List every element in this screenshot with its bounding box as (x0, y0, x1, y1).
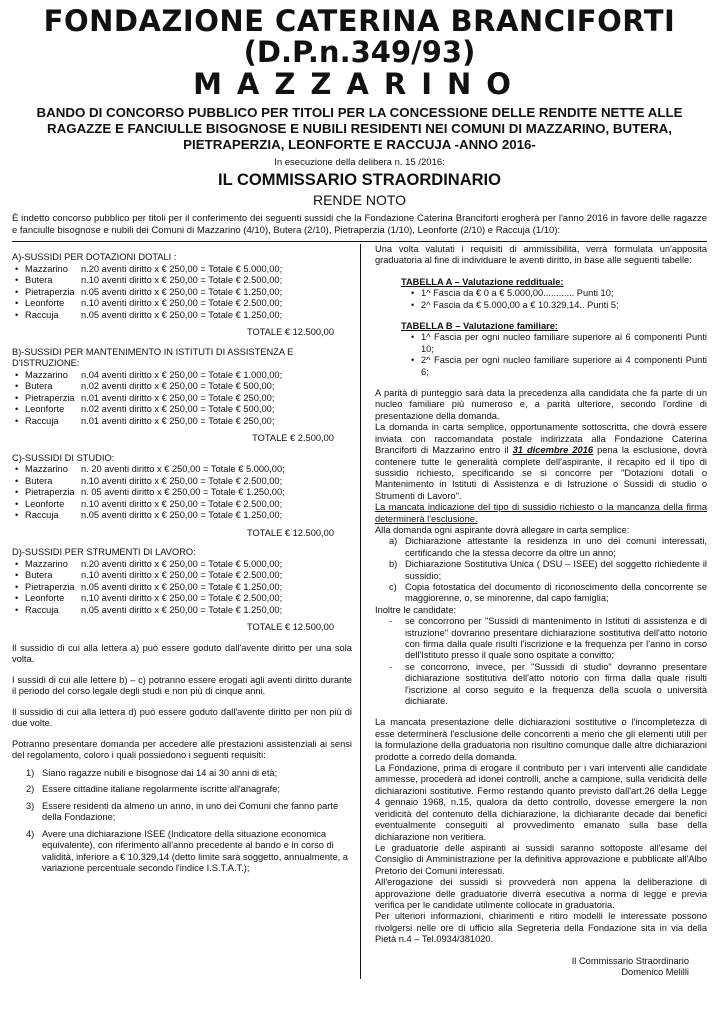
allegato-item (375, 559, 707, 582)
section-title: A)-SUSSIDI PER DOTAZIONI DOTALI : (12, 252, 177, 262)
tabella-text: 2^ Fascia da € 5.000,00 a € 10.329,14.. Punti 5; (420, 299, 619, 310)
allegato-item (375, 582, 707, 605)
comune-name: Leonforte (25, 593, 65, 603)
esclusione-warning: La mancata indicazione del tipo di sussidio richiesto o la mancanza della firma determinerà l'esclusione. (374, 502, 707, 524)
allegato-item (375, 536, 707, 559)
subsidy-row (12, 404, 352, 416)
subsidy-row (12, 416, 352, 428)
subsidy-detail: n.01 aventi diritto x € 250,00 = Totale € 250,00; (81, 392, 275, 403)
subsidy-row (12, 298, 352, 310)
inoltre-text: se concorrono per "Sussidi di mantenimento in Istituti di assistenza e di istruzione" dovranno presentare dichiarazione sostitutiva dell'atto notorio con firma dalla quale risulti l'iscrizione e la frequenza per l'anno in corso dell'Istituto presso il quale sono ospitate a convitto; (404, 616, 707, 661)
subsidy-detail: n.04 aventi diritto x € 250,00 = Totale € 1.000,00; (81, 369, 283, 380)
bullet-icon: • (15, 404, 19, 414)
tabella-item (375, 332, 707, 355)
subsidy-row (12, 570, 352, 582)
requirement-number: 2) (26, 784, 35, 794)
comune-name: Raccuja (25, 604, 59, 615)
subsidy-row (12, 487, 352, 499)
subsidy-detail: n.05 aventi diritto x € 250,00 = Totale € 1.250,00; (81, 286, 283, 297)
subsidy-row (12, 275, 352, 287)
bullet-icon: • (410, 288, 415, 299)
comune-name: Raccuja (25, 415, 59, 426)
comune-name: Mazzarino (25, 558, 68, 569)
subsidy-row (12, 264, 352, 276)
requirement-item (26, 768, 352, 780)
subsidy-detail: n.10 aventi diritto x € 250,00 = Totale € 2.500,00; (81, 570, 283, 580)
subsidy-detail: n.10 aventi diritto x € 250,00 = Totale € 2.500,00; (81, 593, 283, 603)
subsidy-detail: n. 20 aventi diritto x € 250,00 = Totale € 5.000,00; (81, 464, 285, 474)
graduatorie-paragraph: Le graduatorie delle aspiranti ai sussidi saranno sottoposte all'esame del Consiglio di Amministrazione per la definitiva approvazione e pubblicate all'Albo Pretorio dei Comuni interessati. (374, 842, 707, 876)
note-d: Il sussidio di cui alla lettera d) può essere goduto dall'avente diritto per non più di due volte. (12, 706, 352, 728)
dash-icon: - (388, 616, 393, 627)
bullet-icon: • (15, 510, 19, 520)
intro-paragraph: È indetto concorso pubblico per titoli per il conferimento dei seguenti sussidi che la Fondazione Caterina Branciforti erogherà per l'anno 2016 in favore delle ragazze e fanciulle bisognose e nubili dei Comuni di Mazzarino (4/10), Butera (2/10), Pietraperzia (1/10), Leonforte (2/10) e Raccuja (1/10): (12, 213, 707, 236)
bullet-icon: • (15, 275, 19, 285)
domanda-paragraph (375, 422, 707, 502)
comune-name: Butera (25, 381, 53, 391)
domanda-text-b: pena la esclusione, dovrà contenere tutte le generalità complete dell'aspirante, il recapito ed il tipo di sussidio richiesto, specificando se si concorre per "Dotazioni dotali o Mantenimento in Istituti di Assistenza e di Istruzione o Sussidi di studio o Strumenti di Lavoro". (374, 445, 707, 501)
requirement-text: Essere residenti da almeno un anno, in uno dei Comuni che fanno parte della Fondazione; (42, 800, 339, 822)
section-total: TOTALE € 2.500,00 (252, 433, 334, 443)
commissario-heading: IL COMMISSARIO STRAORDINARIO (218, 171, 501, 189)
subsidy-row (12, 287, 352, 299)
section-title: D)-SUSSIDI PER STRUMENTI DI LAVORO: (12, 547, 196, 557)
requirement-text: Essere cittadine italiane regolarmente iscritte all'anagrafe; (42, 784, 280, 794)
tabella-b-list (375, 332, 707, 378)
requirement-number: 1) (26, 767, 35, 778)
requirement-item (26, 801, 352, 824)
decree-number: (D.P.n.349/93) (243, 35, 476, 69)
comune-name: Pietraperzia (25, 286, 75, 297)
allegato-letter: c) (388, 581, 397, 592)
bullet-icon: • (15, 498, 19, 509)
comune-name: Butera (25, 570, 53, 580)
bullet-icon: • (15, 392, 19, 403)
subsidy-row (12, 559, 352, 571)
subsidy-row (12, 582, 352, 594)
bullet-icon: • (410, 332, 415, 343)
subsidy-detail: n.10 aventi diritto x € 250,00 = Totale € 2.500,00; (81, 298, 283, 308)
tabella-a-title: TABELLA A – Valutazione reddituale: (400, 276, 564, 287)
subsidy-row (12, 605, 352, 617)
subsidy-row (12, 499, 352, 511)
graduatoria-paragraph: Una volta valutati i requisiti di ammissibilità, verrà formulata un'apposita graduatoria al fine di individuare le aventi diritto, in base alle seguenti tabelle: (374, 244, 707, 266)
comune-name: Leonforte (25, 298, 65, 308)
allegato-letter: b) (388, 559, 398, 570)
tabella-item (375, 288, 707, 299)
tabella-a-list (375, 288, 707, 311)
inoltre-text: se concorrono, invece, per "Sussidi di studio" dovranno presentare dichiarazione sostitutiva dell'atto notorio con firma dalla quale risulti l'iscrizione al corso seguito e la frequenza della scuola o università dichiarate. (404, 661, 707, 707)
allegato-letter: a) (388, 536, 398, 547)
bullet-icon: • (15, 581, 19, 592)
subsidy-row (12, 464, 352, 476)
subsidy-detail: n.10 aventi diritto x € 250,00 = Totale € 2.500,00; (81, 275, 283, 285)
comune-name: Raccuja (25, 510, 59, 520)
inoltre-list (375, 616, 707, 707)
bullet-icon: • (15, 369, 19, 380)
subsidy-row (12, 381, 352, 393)
subsidy-row (12, 393, 352, 405)
requirement-number: 3) (26, 800, 35, 811)
comune-name: Pietraperzia (25, 487, 75, 497)
requirements-list (12, 768, 352, 875)
allegati-list (375, 536, 707, 604)
subsidy-detail: n.02 aventi diritto x € 250,00 = Totale € 500,00; (81, 404, 275, 414)
bullet-icon: • (15, 593, 19, 603)
requirement-number: 4) (26, 828, 35, 839)
subsidy-detail: n.02 aventi diritto x € 250,00 = Totale € 500,00; (81, 381, 275, 391)
esecuzione-line: In esecuzione della delibera n. 15 /2016: (274, 157, 445, 168)
section-total: TOTALE € 12.500,00 (246, 327, 334, 337)
town-name: MAZZARINO (193, 67, 526, 101)
subsidy-detail: n. 05 aventi diritto x € 250,00 = Totale € 1.250,00; (81, 487, 285, 497)
subsidy-row (12, 310, 352, 322)
section-title: B)-SUSSIDI PER MANTENIMENTO IN ISTITUTI DI ASSISTENZA E D'ISTRUZIONE: (12, 346, 294, 368)
subsidy-row (12, 370, 352, 382)
controlli-paragraph: La Fondazione, prima di erogare il contributo per i vari interventi alle candidate ammesse, procederà ad idonei controlli, anche a campione, sulla veridicità delle dichiarazioni sostitutive. Fermo restando quanto previsto dall'art.26 della Legge 4 gennaio 1968, n.15, qualora da detto controllo, dovesse emergere la non veridicità del contenuto della dichiarazione, la dichiarante decade dai benefici eventualmente conseguiti al provvedimento emanato sulla base della dichiarazione non veritiera. (374, 763, 707, 842)
inoltre-item (375, 662, 707, 708)
subsidy-sections (12, 252, 352, 634)
comune-name: Butera (25, 475, 53, 486)
subsidy-detail: n.20 aventi diritto x € 250,00 = Totale € 5.000,00; (81, 558, 283, 569)
note-bc: I sussidi di cui alle lettere b) – c) potranno essere erogati agli aventi diritto durante il periodo del corso legale degli studi e non più di cinque anni. (12, 674, 352, 696)
subsidy-row (12, 476, 352, 488)
right-column (375, 244, 707, 979)
tabella-text: 1^ Fascia da € 0 a € 5.000,00............ Punti 10; (420, 288, 614, 299)
subsidy-detail: n.05 aventi diritto x € 250,00 = Totale € 1.250,00; (81, 510, 283, 520)
bullet-icon: • (15, 487, 19, 497)
comune-name: Mazzarino (25, 369, 68, 380)
inoltre-intro: Inoltre le candidate: (374, 604, 457, 615)
bullet-icon: • (410, 299, 415, 310)
comune-name: Mazzarino (25, 263, 68, 274)
rende-noto-heading: RENDE NOTO (312, 192, 407, 208)
allegato-text: Dichiarazione Sostitutiva Unica ( DSU – ISEE) del soggetto richiedente il sussidio; (404, 559, 707, 581)
comune-name: Raccuja (25, 309, 59, 320)
subsidy-detail: n.10 aventi diritto x € 250,00 = Totale € 2.500,00; (81, 475, 283, 486)
section-title: C)-SUSSIDI DI STUDIO: (12, 452, 115, 463)
section-total: TOTALE € 12.500,00 (246, 527, 334, 538)
allegato-text: Copia fotostatica del documento di riconoscimento della concorrente se maggiorenne, o, se minorenne, dal capo famiglia; (404, 581, 707, 604)
comune-name: Butera (25, 275, 53, 285)
tabella-b-title: TABELLA B – Valutazione familiare: (400, 321, 559, 332)
comune-name: Leonforte (25, 404, 65, 414)
subsidy-detail: n.01 aventi diritto x € 250,00 = Totale € 250,00; (81, 415, 275, 426)
subsidy-detail: n.10 aventi diritto x € 250,00 = Totale € 2.500,00; (81, 498, 283, 509)
bullet-icon: • (15, 475, 19, 486)
bullet-icon: • (15, 381, 19, 391)
subsidy-detail: n.05 aventi diritto x € 250,00 = Totale € 1.250,00; (81, 581, 283, 592)
signature-name: Domenico Melilli (621, 967, 689, 978)
note-a: Il sussidio di cui alla lettera a) può essere goduto dall'avente diritto per una sola volta. (12, 642, 352, 664)
dash-icon: - (388, 661, 393, 672)
inoltre-item (375, 616, 707, 662)
signature-block (375, 956, 707, 979)
comune-name: Mazzarino (25, 464, 68, 474)
requirement-text: Avere una dichiarazione ISEE (Indicatore della situazione economica equivalente), con riferimento all'anno precedente al bando e in corso di validità, inferiore a € 10.329,14 (detto limite sarà soggetto, annualmente, a variazione percentuale secondo l'indice I.S.T.A.T.); (42, 828, 348, 873)
requirement-text: Siano ragazze nubili e bisognose dai 14 ai 30 anni di età; (42, 767, 278, 778)
tabella-text: 2^ Fascia per ogni nucleo familiare superiore ai 4 componenti Punti 6; (420, 355, 707, 377)
mancata-paragraph: La mancata presentazione delle dichiarazioni sostitutive o l'incompletezza di esse determinerà l'esclusione delle concorrenti a meno che gli elementi utili per la formulazione della graduatoria non risultino comunque dalle altre dichiarazioni prodotte a corredo della domanda. (374, 717, 707, 762)
bullet-icon: • (410, 355, 415, 366)
comune-name: Pietraperzia (25, 581, 75, 592)
tabella-text: 1^ Fascia per ogni nucleo familiare superiore ai 6 componenti Punti 10; (420, 332, 707, 354)
bullet-icon: • (15, 570, 19, 580)
informazioni-paragraph: Per ulteriori informazioni, chiarimenti e ritiro modelli le interessate possono rivolgersi nelle ore di ufficio alla Segreteria della Fondazione sita in via della Pietà n.4 – Tel.0934/381020. (374, 911, 707, 945)
comune-name: Pietraperzia (25, 392, 75, 403)
bullet-icon: • (15, 263, 19, 274)
left-column (12, 244, 361, 979)
subsidy-detail: n.05 aventi diritto x € 250,00 = Totale € 1.250,00; (81, 309, 283, 320)
requirement-item (26, 784, 352, 796)
tabella-item (375, 300, 707, 311)
allegati-intro: Alla domanda ogni aspirante dovrà allegare in carta semplice: (374, 524, 630, 535)
bullet-icon: • (15, 415, 19, 426)
subsidy-row (12, 593, 352, 605)
domanda-text-a: La domanda in carta semplice, opportunamente sottoscritta, che dovrà essere inviata con raccomandata postale indirizzata alla Fondazione Caterina Branciforti di Mazzarino entro il (374, 422, 707, 456)
tabella-item (375, 355, 707, 378)
foundation-name: FONDAZIONE CATERINA BRANCIFORTI (43, 4, 676, 38)
bullet-icon: • (15, 286, 19, 297)
subsidy-row (12, 510, 352, 522)
bullet-icon: • (15, 298, 19, 308)
signature-title: Il Commissario Straordinario (571, 955, 689, 966)
bullet-icon: • (15, 558, 19, 569)
divider (12, 241, 707, 242)
bullet-icon: • (15, 309, 19, 320)
requirement-item (26, 829, 352, 875)
bullet-icon: • (15, 604, 19, 615)
deadline-date: 31 dicembre 2016 (512, 445, 594, 456)
parita-paragraph: A parità di punteggio sarà data la precedenza alla candidata che fa parte di un nucleo familiare più numeroso e, a parità ulteriore, secondo l'ordine di presentazione della domanda. (374, 388, 707, 421)
allegato-text: Dichiarazione attestante la residenza in uno dei comuni interessati, certificando che la stessa decorre da oltre un anno; (404, 536, 707, 558)
comune-name: Leonforte (25, 498, 65, 509)
requirements-intro: Potranno presentare domanda per accedere alle prestazioni assistenziali ai sensi del regolamento, coloro i quali possiedono i seguenti requisiti: (12, 738, 352, 760)
two-columns (12, 244, 707, 979)
subsidy-detail: n.05 aventi diritto x € 250,00 = Totale € 1.250,00; (81, 604, 283, 615)
erogazione-paragraph: All'erogazione dei sussidi si provvederà non appena la deliberazione di approvazione delle graduatorie diverrà esecutiva a norma di legge e previa verifica per le candidate utilmente collocate in graduatoria. (374, 877, 707, 910)
bando-title: BANDO DI CONCORSO PUBBLICO PER TITOLI PER LA CONCESSIONE DELLE RENDITE NETTE ALLE RAGAZZE E FANCIULLE BISOGNOSE E NUBILI RESIDENTI NEI COMUNI DI MAZZARINO, BUTERA, PIETRAPERZIA, LEONFORTE E RACCUJA -ANNO 2016- (36, 105, 683, 152)
subsidy-detail: n.20 aventi diritto x € 250,00 = Totale € 5.000,00; (81, 263, 283, 274)
bullet-icon: • (15, 464, 19, 474)
section-total: TOTALE € 12.500,00 (246, 622, 334, 632)
